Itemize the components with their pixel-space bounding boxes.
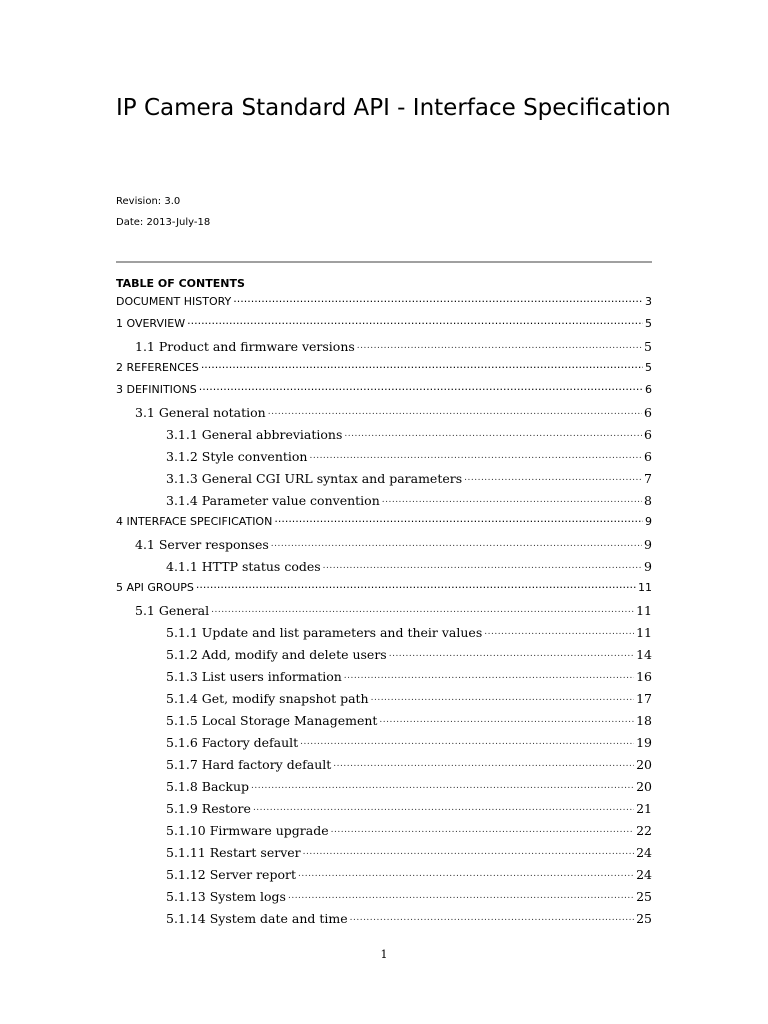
toc-entry-page: 6 bbox=[644, 426, 652, 442]
toc-entry[interactable] bbox=[116, 294, 652, 316]
date-text: Date: 2013-July-18 bbox=[116, 217, 211, 228]
toc-entry-page: 25 bbox=[636, 888, 652, 904]
toc-entry-label: 5.1.9 Restore bbox=[166, 800, 251, 816]
toc-entry[interactable] bbox=[166, 448, 652, 470]
toc-dot-leader bbox=[389, 646, 634, 659]
toc-entry[interactable] bbox=[166, 558, 652, 580]
toc-entry-label: 4.1 Server responses bbox=[135, 536, 269, 552]
toc-entry[interactable] bbox=[116, 316, 652, 338]
toc-entry[interactable] bbox=[166, 426, 652, 448]
toc-entry-label: 5.1.10 Firmware upgrade bbox=[166, 822, 329, 838]
toc-entry-label: DOCUMENT HISTORY bbox=[116, 295, 232, 308]
toc-entry-label: 5.1.13 System logs bbox=[166, 888, 286, 904]
toc-entry[interactable] bbox=[135, 338, 652, 360]
toc-entry-label: 5.1.8 Backup bbox=[166, 778, 250, 794]
toc-entry-page: 17 bbox=[636, 690, 652, 706]
toc-entry-label: 5.1.4 Get, modify snapshot path bbox=[166, 690, 369, 706]
toc-entry-label: 5.1 General bbox=[135, 602, 210, 618]
toc-entry-page: 19 bbox=[636, 734, 652, 750]
toc-entry-page: 24 bbox=[636, 844, 652, 860]
toc-entry-label: 1 OVERVIEW bbox=[116, 317, 186, 330]
toc-entry-page: 16 bbox=[636, 668, 652, 684]
toc-dot-leader bbox=[274, 514, 643, 525]
toc-dot-leader bbox=[357, 338, 642, 351]
toc-entry-page: 24 bbox=[636, 866, 652, 882]
toc-entry[interactable] bbox=[166, 690, 652, 712]
toc-entry[interactable] bbox=[166, 492, 652, 514]
toc-entry-label: 5.1.2 Add, modify and delete users bbox=[166, 646, 387, 662]
toc-entry[interactable] bbox=[135, 536, 652, 558]
toc-entry-page: 9 bbox=[645, 515, 652, 528]
toc-entry[interactable] bbox=[166, 844, 652, 866]
toc-entry[interactable] bbox=[166, 756, 652, 778]
toc-entry[interactable] bbox=[166, 624, 652, 646]
toc-entry-page: 9 bbox=[644, 536, 652, 552]
toc-dot-leader bbox=[300, 734, 634, 747]
toc-entry[interactable] bbox=[166, 778, 652, 800]
toc-dot-leader bbox=[344, 668, 634, 681]
toc-entry-page: 5 bbox=[645, 361, 652, 374]
toc-dot-leader bbox=[268, 404, 642, 417]
toc-entry-page: 6 bbox=[645, 383, 652, 396]
toc-dot-leader bbox=[288, 888, 634, 901]
toc-entry[interactable] bbox=[166, 866, 652, 888]
toc-entry[interactable] bbox=[166, 888, 652, 910]
revision-text: Revision: 3.0 bbox=[116, 196, 181, 207]
toc-dot-leader bbox=[251, 778, 634, 791]
toc-entry[interactable] bbox=[166, 646, 652, 668]
toc-entry-label: 5 API GROUPS bbox=[116, 581, 194, 594]
toc-dot-leader bbox=[298, 866, 634, 879]
toc-dot-leader bbox=[303, 844, 634, 857]
toc-entry-page: 21 bbox=[636, 800, 652, 816]
toc-entry[interactable] bbox=[135, 404, 652, 426]
toc-entry[interactable] bbox=[166, 668, 652, 690]
toc-dot-leader bbox=[271, 536, 642, 549]
toc-entry-page: 25 bbox=[636, 910, 652, 926]
toc-entry-page: 8 bbox=[644, 492, 652, 508]
toc-dot-leader bbox=[331, 822, 634, 835]
toc-entry-label: 5.1.7 Hard factory default bbox=[166, 756, 332, 772]
toc-dot-leader bbox=[382, 492, 642, 505]
page-number: 1 bbox=[380, 948, 388, 961]
toc-dot-leader bbox=[371, 690, 634, 703]
toc-entry-label: 4.1.1 HTTP status codes bbox=[166, 558, 321, 574]
toc-entry-label: 1.1 Product and firmware versions bbox=[135, 338, 355, 354]
toc-entry-page: 6 bbox=[644, 448, 652, 464]
toc-entry-label: 5.1.11 Restart server bbox=[166, 844, 301, 860]
toc-entry-page: 9 bbox=[644, 558, 652, 574]
toc-entry[interactable] bbox=[135, 602, 652, 624]
toc-entry-page: 22 bbox=[636, 822, 652, 838]
toc-entry[interactable] bbox=[116, 382, 652, 404]
toc-dot-leader bbox=[309, 448, 642, 461]
toc-entry-label: 5.1.14 System date and time bbox=[166, 910, 348, 926]
toc-dot-leader bbox=[199, 382, 643, 393]
toc-entry[interactable] bbox=[166, 822, 652, 844]
toc-entry-label: 5.1.1 Update and list parameters and their values bbox=[166, 624, 483, 640]
toc-entry-page: 11 bbox=[638, 581, 652, 594]
toc-entry-page: 18 bbox=[636, 712, 652, 728]
toc-dot-leader bbox=[333, 756, 634, 769]
toc-entry-label: 3.1.1 General abbreviations bbox=[166, 426, 343, 442]
toc-dot-leader bbox=[323, 558, 642, 571]
toc-dot-leader bbox=[253, 800, 634, 813]
toc-entry-page: 14 bbox=[636, 646, 652, 662]
toc-entry-page: 5 bbox=[645, 317, 652, 330]
toc-entry-label: 3.1.2 Style convention bbox=[166, 448, 308, 464]
toc-dot-leader bbox=[379, 712, 634, 725]
toc-entry[interactable] bbox=[116, 360, 652, 382]
toc-entry-label: 5.1.6 Factory default bbox=[166, 734, 299, 750]
toc-dot-leader bbox=[187, 316, 643, 327]
toc-entry-page: 11 bbox=[636, 624, 652, 640]
toc-entry-page: 3 bbox=[645, 295, 652, 308]
toc-dot-leader bbox=[464, 470, 642, 483]
toc-entry-label: 3.1 General notation bbox=[135, 404, 266, 420]
toc-entry-page: 6 bbox=[644, 404, 652, 420]
toc-entry[interactable] bbox=[166, 800, 652, 822]
toc-entry[interactable] bbox=[166, 470, 652, 492]
toc-dot-leader bbox=[484, 624, 634, 637]
toc-entry-label: 5.1.3 List users information bbox=[166, 668, 342, 684]
toc-entry-page: 20 bbox=[636, 756, 652, 772]
toc-dot-leader bbox=[350, 910, 634, 923]
toc-dot-leader bbox=[196, 580, 636, 591]
toc-dot-leader bbox=[233, 294, 643, 305]
toc-entry[interactable] bbox=[116, 514, 652, 536]
toc-dot-leader bbox=[344, 426, 642, 439]
toc-entry-label: 3.1.4 Parameter value convention bbox=[166, 492, 380, 508]
horizontal-divider bbox=[116, 261, 652, 263]
toc-dot-leader bbox=[211, 602, 634, 615]
toc-entry[interactable] bbox=[116, 580, 652, 602]
toc-entry[interactable] bbox=[166, 712, 652, 734]
toc-entry-page: 11 bbox=[636, 602, 652, 618]
toc-entry-page: 5 bbox=[644, 338, 652, 354]
toc-entry-label: 4 INTERFACE SPECIFICATION bbox=[116, 515, 273, 528]
toc-entry[interactable] bbox=[166, 734, 652, 756]
toc-heading: TABLE OF CONTENTS bbox=[116, 277, 245, 290]
toc-entry-page: 7 bbox=[644, 470, 652, 486]
toc-entry-label: 5.1.5 Local Storage Management bbox=[166, 712, 378, 728]
toc-entry-label: 3 DEFINITIONS bbox=[116, 383, 197, 396]
document-title: IP Camera Standard API - Interface Specification bbox=[116, 95, 671, 121]
toc-entry-label: 5.1.12 Server report bbox=[166, 866, 296, 882]
toc-entry-label: 3.1.3 General CGI URL syntax and parameters bbox=[166, 470, 463, 486]
toc-entry[interactable] bbox=[166, 910, 652, 932]
toc-dot-leader bbox=[201, 360, 643, 371]
toc-entry-label: 2 REFERENCES bbox=[116, 361, 199, 374]
toc-entry-page: 20 bbox=[636, 778, 652, 794]
